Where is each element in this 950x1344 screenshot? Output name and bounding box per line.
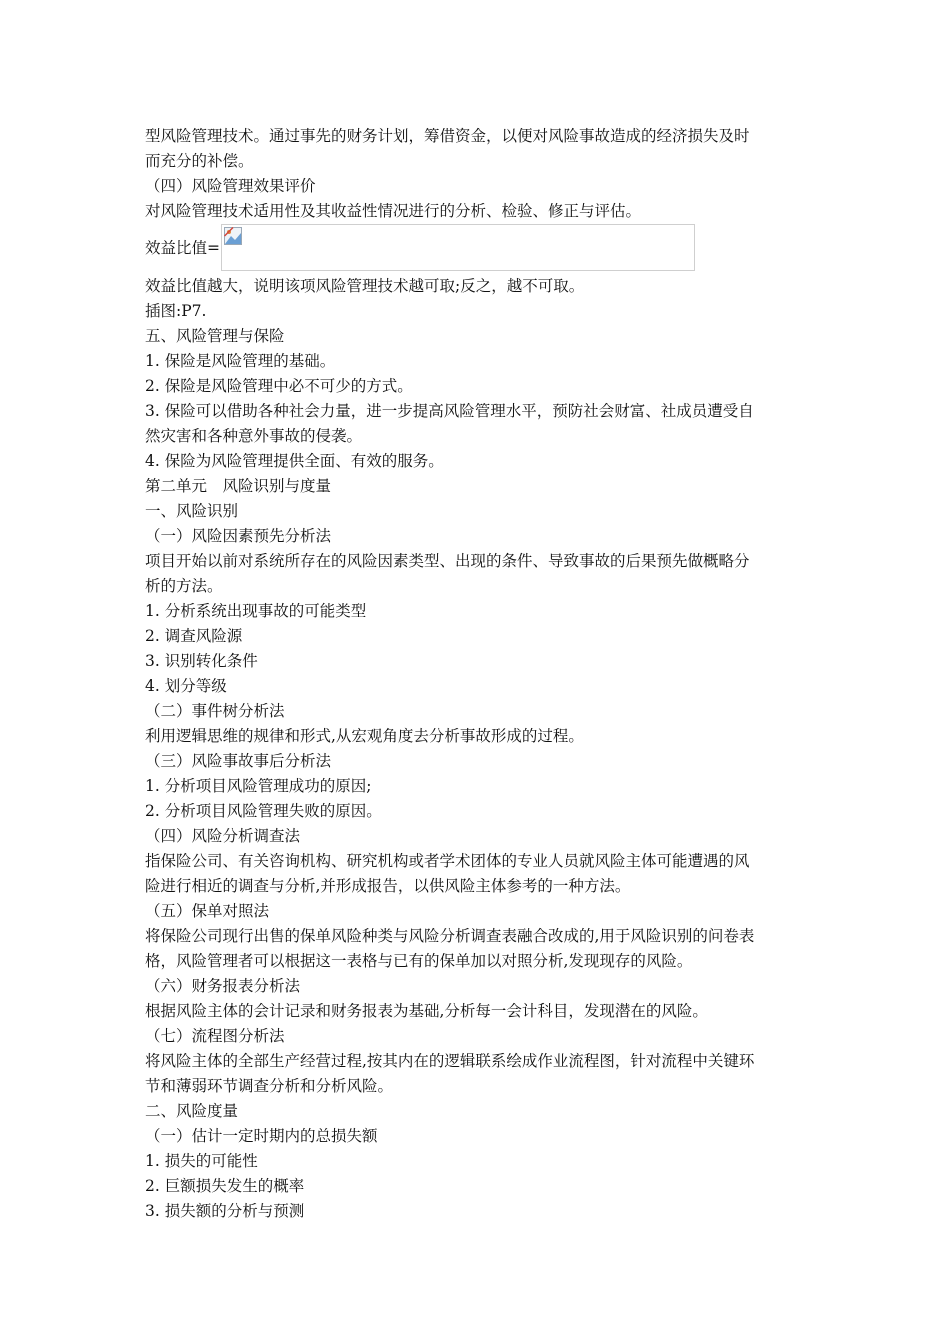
text-line: 3. 损失额的分析与预测 [145, 1202, 305, 1220]
text-line: 3. 保险可以借助各种社会力量，进一步提高风险管理水平，预防社会财富、社成员遭受自 [145, 402, 754, 420]
text-line: 根据风险主体的会计记录和财务报表为基础,分析每一会计科目，发现潜在的风险。 [145, 1002, 708, 1020]
text-line: 第二单元 风险识别与度量 [145, 477, 332, 495]
text-line: 险进行相近的调查与分析,并形成报告，以供风险主体参考的一种方法。 [145, 877, 631, 895]
text-line: （一）风险因素预先分析法 [145, 527, 332, 545]
formula-image-frame [221, 224, 695, 271]
text-line: 格，风险管理者可以根据这一表格与已有的保单加以对照分析,发现现存的风险。 [145, 952, 693, 970]
text-line: 析的方法。 [145, 577, 223, 595]
text-line: （六）财务报表分析法 [145, 977, 301, 995]
document-page [145, 124, 810, 1224]
text-line: 插图:P7. [145, 302, 207, 320]
text-line: 项目开始以前对系统所存在的风险因素类型、出现的条件、导致事故的后果预先做概略分 [145, 552, 750, 570]
text-line: 4. 保险为风险管理提供全面、有效的服务。 [145, 452, 444, 470]
text-line: 五、风险管理与保险 [145, 327, 285, 345]
text-line: 将保险公司现行出售的保单风险种类与风险分析调查表融合改成的,用于风险识别的问卷表 [145, 927, 755, 945]
text-line: 将风险主体的全部生产经营过程,按其内在的逻辑联系绘成作业流程图，针对流程中关键环 [145, 1052, 755, 1070]
text-line: （二）事件树分析法 [145, 702, 285, 720]
text-line: 一、风险识别 [145, 502, 239, 520]
text-line: 2. 保险是风险管理中必不可少的方式。 [145, 377, 413, 395]
text-line: 型风险管理技术。通过事先的财务计划，筹借资金，以便对风险事故造成的经济损失及时 [145, 127, 750, 145]
text-line: （七）流程图分析法 [145, 1027, 285, 1045]
text-line: 1. 分析项目风险管理成功的原因; [145, 777, 372, 795]
text-line: 2. 巨额损失发生的概率 [145, 1177, 305, 1195]
text-line: 指保险公司、有关咨询机构、研究机构或者学术团体的专业人员就风险主体可能遭遇的风 [145, 852, 750, 870]
text-line: 1. 保险是风险管理的基础。 [145, 352, 336, 370]
text-line: 3. 识别转化条件 [145, 652, 258, 670]
text-line: 节和薄弱环节调查分析和分析风险。 [145, 1077, 394, 1095]
text-line: 4. 划分等级 [145, 677, 227, 695]
text-line: （四）风险管理效果评价 [145, 177, 316, 195]
text-line: 1. 损失的可能性 [145, 1152, 258, 1170]
text-line: 对风险管理技术适用性及其收益性情况进行的分析、检验、修正与评估。 [145, 202, 642, 220]
text-line: 二、风险度量 [145, 1102, 239, 1120]
text-block-top [145, 124, 810, 224]
text-line: 然灾害和各种意外事故的侵袭。 [145, 427, 363, 445]
text-line: （四）风险分析调查法 [145, 827, 301, 845]
broken-image-icon [224, 227, 242, 245]
text-line: 1. 分析系统出现事故的可能类型 [145, 602, 367, 620]
text-line: （五）保单对照法 [145, 902, 270, 920]
formula-row [145, 224, 810, 274]
text-line: （一）估计一定时期内的总损失额 [145, 1127, 378, 1145]
text-line: （三）风险事故事后分析法 [145, 752, 332, 770]
formula-label: 效益比值= [145, 239, 220, 257]
text-line: 2. 分析项目风险管理失败的原因。 [145, 802, 382, 820]
text-line: 而充分的补偿。 [145, 152, 254, 170]
text-block-bottom [145, 274, 810, 1224]
text-line: 2. 调查风险源 [145, 627, 243, 645]
text-line: 效益比值越大，说明该项风险管理技术越可取;反之，越不可取。 [145, 277, 585, 295]
text-line: 利用逻辑思维的规律和形式,从宏观角度去分析事故形成的过程。 [145, 727, 584, 745]
